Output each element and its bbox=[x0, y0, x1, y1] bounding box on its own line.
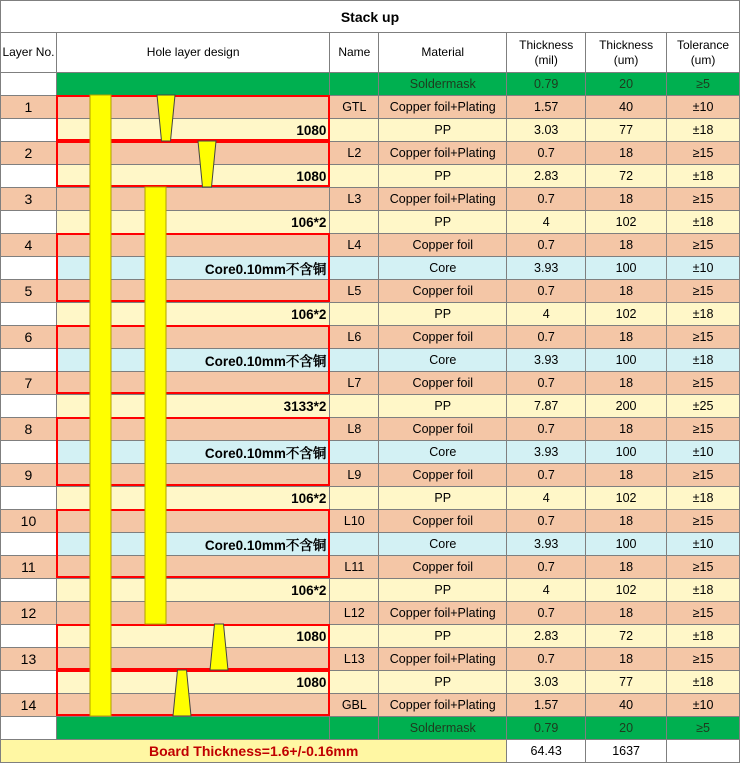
layer-number-cell bbox=[1, 441, 57, 464]
layer-number-cell bbox=[1, 303, 57, 326]
tolerance-cell: ≥15 bbox=[667, 418, 740, 441]
tolerance-cell: ±18 bbox=[667, 579, 740, 602]
table-row bbox=[1, 142, 740, 165]
board-thickness: Board Thickness=1.6+/-0.16mm bbox=[1, 740, 507, 763]
hole-design-cell bbox=[56, 418, 329, 441]
tolerance-cell: ≥15 bbox=[667, 234, 740, 257]
thickness-um-cell: 18 bbox=[586, 648, 667, 671]
layer-number-cell bbox=[1, 533, 57, 556]
layer-number-cell: 1 bbox=[1, 96, 57, 119]
material-cell: Core bbox=[379, 533, 507, 556]
layer-number-cell: 13 bbox=[1, 648, 57, 671]
hole-design-cell bbox=[56, 717, 329, 740]
layer-number-cell: 9 bbox=[1, 464, 57, 487]
layer-name-cell: L8 bbox=[330, 418, 379, 441]
hole-design-cell: 1080 bbox=[56, 625, 329, 648]
tolerance-cell: ≥15 bbox=[667, 648, 740, 671]
layer-name-cell: GTL bbox=[330, 96, 379, 119]
layer-name-cell bbox=[330, 671, 379, 694]
hole-design-cell bbox=[56, 602, 329, 625]
table-row bbox=[1, 303, 740, 326]
tolerance-cell: ≥15 bbox=[667, 326, 740, 349]
tolerance-cell: ≥15 bbox=[667, 602, 740, 625]
thickness-mil-cell: 0.7 bbox=[507, 648, 586, 671]
table-row bbox=[1, 211, 740, 234]
thickness-um-cell: 72 bbox=[586, 165, 667, 188]
layer-number-cell: 5 bbox=[1, 280, 57, 303]
layer-number-cell bbox=[1, 671, 57, 694]
layer-name-cell bbox=[330, 441, 379, 464]
material-cell: Soldermask bbox=[379, 717, 507, 740]
layer-number-cell bbox=[1, 257, 57, 280]
tolerance-cell: ±10 bbox=[667, 533, 740, 556]
material-cell: PP bbox=[379, 625, 507, 648]
layer-name-cell: L13 bbox=[330, 648, 379, 671]
thickness-mil-cell: 1.57 bbox=[507, 96, 586, 119]
tolerance-cell: ≥15 bbox=[667, 510, 740, 533]
hole-design-cell: 1080 bbox=[56, 165, 329, 188]
material-cell: Core bbox=[379, 349, 507, 372]
hole-design-cell bbox=[56, 280, 329, 303]
hole-design-cell bbox=[56, 694, 329, 717]
material-cell: PP bbox=[379, 165, 507, 188]
material-cell: Copper foil+Plating bbox=[379, 648, 507, 671]
header-design: Hole layer design bbox=[56, 33, 329, 73]
hole-design-cell: Core0.10mm不含铜 bbox=[56, 349, 329, 372]
tolerance-cell: ≥15 bbox=[667, 188, 740, 211]
material-cell: Core bbox=[379, 257, 507, 280]
layer-name-cell bbox=[330, 717, 379, 740]
layer-number-cell: 10 bbox=[1, 510, 57, 533]
layer-name-cell: L3 bbox=[330, 188, 379, 211]
header-material: Material bbox=[379, 33, 507, 73]
thickness-um-cell: 200 bbox=[586, 395, 667, 418]
hole-design-cell bbox=[56, 96, 329, 119]
hole-design-cell bbox=[56, 510, 329, 533]
layer-name-cell bbox=[330, 533, 379, 556]
thickness-um-cell: 102 bbox=[586, 579, 667, 602]
header-thickness-mil: Thickness (mil) bbox=[507, 33, 586, 73]
tolerance-cell: ±18 bbox=[667, 165, 740, 188]
layer-name-cell bbox=[330, 579, 379, 602]
layer-name-cell: L7 bbox=[330, 372, 379, 395]
thickness-mil-cell: 0.7 bbox=[507, 280, 586, 303]
layer-number-cell bbox=[1, 165, 57, 188]
material-cell: Copper foil bbox=[379, 326, 507, 349]
header-thickness-um: Thickness (um) bbox=[586, 33, 667, 73]
thickness-mil-cell: 7.87 bbox=[507, 395, 586, 418]
table-row bbox=[1, 671, 740, 694]
table-row bbox=[1, 372, 740, 395]
thickness-mil-cell: 3.93 bbox=[507, 257, 586, 280]
layer-name-cell: L11 bbox=[330, 556, 379, 579]
hole-design-cell: Core0.10mm不含铜 bbox=[56, 533, 329, 556]
thickness-mil-cell: 0.7 bbox=[507, 234, 586, 257]
tolerance-cell: ±25 bbox=[667, 395, 740, 418]
material-cell: PP bbox=[379, 211, 507, 234]
thickness-um-cell: 18 bbox=[586, 464, 667, 487]
table-row bbox=[1, 487, 740, 510]
hole-design-cell bbox=[56, 73, 329, 96]
material-cell: Copper foil bbox=[379, 372, 507, 395]
thickness-um-cell: 100 bbox=[586, 349, 667, 372]
layer-number-cell bbox=[1, 395, 57, 418]
material-cell: Core bbox=[379, 441, 507, 464]
header-tolerance: Tolerance (um) bbox=[667, 33, 740, 73]
thickness-mil-cell: 0.79 bbox=[507, 717, 586, 740]
table-row bbox=[1, 464, 740, 487]
layer-name-cell: L6 bbox=[330, 326, 379, 349]
thickness-mil-cell: 0.7 bbox=[507, 418, 586, 441]
hole-design-cell bbox=[56, 556, 329, 579]
table-row bbox=[1, 234, 740, 257]
table-row bbox=[1, 602, 740, 625]
thickness-mil-cell: 2.83 bbox=[507, 165, 586, 188]
table-row bbox=[1, 96, 740, 119]
tolerance-cell: ±10 bbox=[667, 257, 740, 280]
thickness-mil-cell: 3.93 bbox=[507, 349, 586, 372]
table-row bbox=[1, 326, 740, 349]
thickness-mil-cell: 4 bbox=[507, 487, 586, 510]
layer-number-cell: 3 bbox=[1, 188, 57, 211]
layer-number-cell bbox=[1, 625, 57, 648]
layer-number-cell: 11 bbox=[1, 556, 57, 579]
material-cell: Copper foil+Plating bbox=[379, 96, 507, 119]
hole-design-cell: 106*2 bbox=[56, 303, 329, 326]
thickness-um-cell: 18 bbox=[586, 280, 667, 303]
thickness-um-cell: 18 bbox=[586, 510, 667, 533]
total-thickness-mil: 64.43 bbox=[507, 740, 586, 763]
thickness-mil-cell: 0.7 bbox=[507, 602, 586, 625]
tolerance-cell: ±10 bbox=[667, 96, 740, 119]
table-row bbox=[1, 648, 740, 671]
thickness-mil-cell: 0.7 bbox=[507, 372, 586, 395]
tolerance-cell: ±18 bbox=[667, 487, 740, 510]
layer-name-cell: L9 bbox=[330, 464, 379, 487]
hole-design-cell: 1080 bbox=[56, 119, 329, 142]
hole-design-cell bbox=[56, 372, 329, 395]
layer-name-cell: GBL bbox=[330, 694, 379, 717]
thickness-um-cell: 18 bbox=[586, 602, 667, 625]
thickness-mil-cell: 4 bbox=[507, 579, 586, 602]
layer-number-cell bbox=[1, 211, 57, 234]
layer-number-cell bbox=[1, 717, 57, 740]
thickness-mil-cell: 0.7 bbox=[507, 142, 586, 165]
tolerance-cell: ±18 bbox=[667, 671, 740, 694]
layer-name-cell: L2 bbox=[330, 142, 379, 165]
material-cell: Copper foil bbox=[379, 280, 507, 303]
thickness-mil-cell: 0.7 bbox=[507, 326, 586, 349]
thickness-um-cell: 18 bbox=[586, 142, 667, 165]
table-row bbox=[1, 280, 740, 303]
thickness-mil-cell: 3.03 bbox=[507, 119, 586, 142]
hole-design-cell: 106*2 bbox=[56, 487, 329, 510]
thickness-um-cell: 100 bbox=[586, 441, 667, 464]
layer-number-cell: 4 bbox=[1, 234, 57, 257]
layer-name-cell bbox=[330, 303, 379, 326]
material-cell: Copper foil bbox=[379, 418, 507, 441]
table-row bbox=[1, 349, 740, 372]
table-row bbox=[1, 556, 740, 579]
table-row bbox=[1, 694, 740, 717]
thickness-mil-cell: 4 bbox=[507, 211, 586, 234]
table-row bbox=[1, 533, 740, 556]
material-cell: Copper foil bbox=[379, 556, 507, 579]
thickness-mil-cell: 1.57 bbox=[507, 694, 586, 717]
material-cell: PP bbox=[379, 119, 507, 142]
layer-number-cell: 8 bbox=[1, 418, 57, 441]
tolerance-cell: ±10 bbox=[667, 441, 740, 464]
table-row bbox=[1, 441, 740, 464]
thickness-um-cell: 18 bbox=[586, 418, 667, 441]
material-cell: PP bbox=[379, 487, 507, 510]
material-cell: PP bbox=[379, 395, 507, 418]
material-cell: PP bbox=[379, 303, 507, 326]
thickness-mil-cell: 0.7 bbox=[507, 556, 586, 579]
layer-number-cell bbox=[1, 119, 57, 142]
table-row bbox=[1, 188, 740, 211]
thickness-um-cell: 18 bbox=[586, 188, 667, 211]
table-row bbox=[1, 165, 740, 188]
thickness-mil-cell: 4 bbox=[507, 303, 586, 326]
tolerance-cell: ≥15 bbox=[667, 280, 740, 303]
tolerance-cell: ±18 bbox=[667, 625, 740, 648]
tolerance-cell: ≥15 bbox=[667, 464, 740, 487]
thickness-um-cell: 20 bbox=[586, 73, 667, 96]
material-cell: Copper foil+Plating bbox=[379, 142, 507, 165]
thickness-mil-cell: 0.7 bbox=[507, 188, 586, 211]
tolerance-cell: ≥15 bbox=[667, 142, 740, 165]
table-row bbox=[1, 625, 740, 648]
layer-name-cell bbox=[330, 165, 379, 188]
layer-name-cell: L10 bbox=[330, 510, 379, 533]
material-cell: Copper foil bbox=[379, 510, 507, 533]
tolerance-cell: ±18 bbox=[667, 349, 740, 372]
material-cell: Copper foil+Plating bbox=[379, 188, 507, 211]
page-title: Stack up bbox=[1, 1, 740, 33]
thickness-um-cell: 18 bbox=[586, 556, 667, 579]
table-row bbox=[1, 257, 740, 280]
thickness-um-cell: 77 bbox=[586, 671, 667, 694]
layer-number-cell: 7 bbox=[1, 372, 57, 395]
total-tolerance bbox=[667, 740, 740, 763]
tolerance-cell: ±10 bbox=[667, 694, 740, 717]
layer-name-cell: L4 bbox=[330, 234, 379, 257]
layer-name-cell bbox=[330, 73, 379, 96]
hole-design-cell: 3133*2 bbox=[56, 395, 329, 418]
table-row bbox=[1, 73, 740, 96]
thickness-um-cell: 18 bbox=[586, 372, 667, 395]
material-cell: Copper foil+Plating bbox=[379, 694, 507, 717]
hole-design-cell bbox=[56, 142, 329, 165]
layer-number-cell bbox=[1, 73, 57, 96]
layer-name-cell bbox=[330, 625, 379, 648]
material-cell: PP bbox=[379, 579, 507, 602]
thickness-mil-cell: 3.93 bbox=[507, 533, 586, 556]
thickness-um-cell: 102 bbox=[586, 211, 667, 234]
tolerance-cell: ≥15 bbox=[667, 556, 740, 579]
thickness-mil-cell: 2.83 bbox=[507, 625, 586, 648]
material-cell: Copper foil bbox=[379, 464, 507, 487]
tolerance-cell: ≥5 bbox=[667, 717, 740, 740]
layer-name-cell: L5 bbox=[330, 280, 379, 303]
layer-name-cell bbox=[330, 211, 379, 234]
thickness-mil-cell: 3.03 bbox=[507, 671, 586, 694]
layer-name-cell bbox=[330, 257, 379, 280]
thickness-um-cell: 100 bbox=[586, 533, 667, 556]
layer-number-cell bbox=[1, 487, 57, 510]
layer-name-cell bbox=[330, 487, 379, 510]
thickness-um-cell: 18 bbox=[586, 326, 667, 349]
stackup-rows bbox=[1, 73, 740, 740]
thickness-mil-cell: 0.7 bbox=[507, 510, 586, 533]
hole-design-cell: Core0.10mm不含铜 bbox=[56, 441, 329, 464]
hole-design-cell bbox=[56, 234, 329, 257]
hole-design-cell bbox=[56, 188, 329, 211]
tolerance-cell: ±18 bbox=[667, 211, 740, 234]
table-row bbox=[1, 717, 740, 740]
total-thickness-um: 1637 bbox=[586, 740, 667, 763]
layer-name-cell bbox=[330, 349, 379, 372]
hole-design-cell: 1080 bbox=[56, 671, 329, 694]
thickness-um-cell: 72 bbox=[586, 625, 667, 648]
thickness-um-cell: 20 bbox=[586, 717, 667, 740]
material-cell: Soldermask bbox=[379, 73, 507, 96]
table-row bbox=[1, 395, 740, 418]
thickness-um-cell: 100 bbox=[586, 257, 667, 280]
table-row bbox=[1, 579, 740, 602]
layer-number-cell: 12 bbox=[1, 602, 57, 625]
hole-design-cell bbox=[56, 648, 329, 671]
material-cell: PP bbox=[379, 671, 507, 694]
hole-design-cell: 106*2 bbox=[56, 579, 329, 602]
material-cell: Copper foil+Plating bbox=[379, 602, 507, 625]
thickness-um-cell: 40 bbox=[586, 694, 667, 717]
tolerance-cell: ≥5 bbox=[667, 73, 740, 96]
thickness-um-cell: 102 bbox=[586, 303, 667, 326]
layer-number-cell bbox=[1, 579, 57, 602]
hole-design-cell bbox=[56, 464, 329, 487]
layer-name-cell bbox=[330, 119, 379, 142]
thickness-mil-cell: 0.7 bbox=[507, 464, 586, 487]
thickness-um-cell: 102 bbox=[586, 487, 667, 510]
thickness-mil-cell: 3.93 bbox=[507, 441, 586, 464]
thickness-um-cell: 77 bbox=[586, 119, 667, 142]
material-cell: Copper foil bbox=[379, 234, 507, 257]
layer-number-cell: 14 bbox=[1, 694, 57, 717]
hole-design-cell: Core0.10mm不含铜 bbox=[56, 257, 329, 280]
tolerance-cell: ≥15 bbox=[667, 372, 740, 395]
layer-number-cell: 2 bbox=[1, 142, 57, 165]
table-row bbox=[1, 119, 740, 142]
layer-number-cell: 6 bbox=[1, 326, 57, 349]
thickness-mil-cell: 0.79 bbox=[507, 73, 586, 96]
layer-name-cell: L12 bbox=[330, 602, 379, 625]
thickness-um-cell: 18 bbox=[586, 234, 667, 257]
table-row bbox=[1, 418, 740, 441]
layer-name-cell bbox=[330, 395, 379, 418]
hole-design-cell: 106*2 bbox=[56, 211, 329, 234]
hole-design-cell bbox=[56, 326, 329, 349]
thickness-um-cell: 40 bbox=[586, 96, 667, 119]
tolerance-cell: ±18 bbox=[667, 119, 740, 142]
header-layer-no: Layer No. bbox=[1, 33, 57, 73]
layer-number-cell bbox=[1, 349, 57, 372]
tolerance-cell: ±18 bbox=[667, 303, 740, 326]
table-row bbox=[1, 510, 740, 533]
header-name: Name bbox=[330, 33, 379, 73]
